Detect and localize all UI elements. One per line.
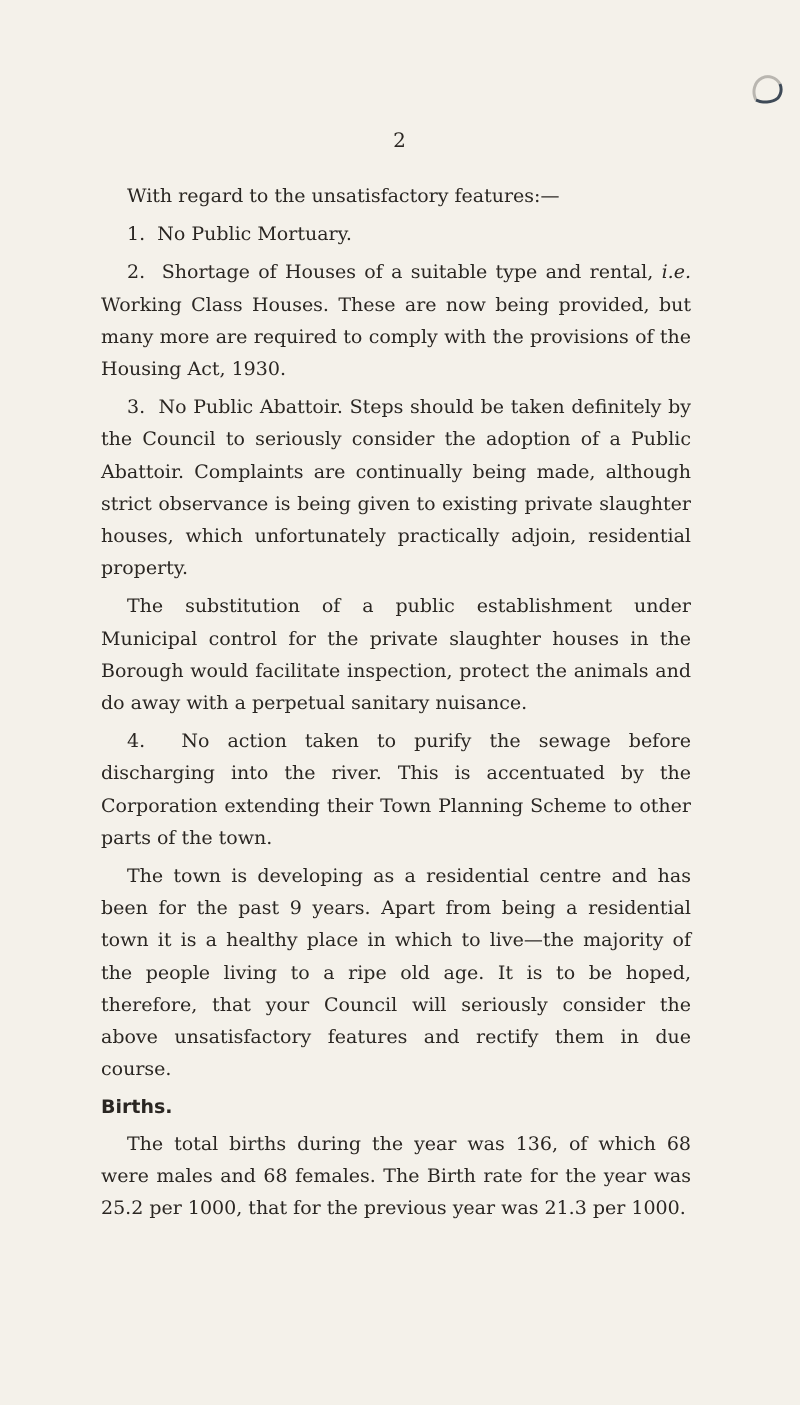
list-item-number: 4. [127, 730, 146, 753]
list-item-1 [101, 218, 691, 250]
list-item-3 [101, 391, 691, 584]
document-body [101, 180, 691, 1230]
list-item-number: 1. [127, 223, 146, 246]
list-item-number: 2. [127, 261, 146, 284]
town-paragraph: The town is developing as a residential centre and has been for the past 9 years. Apart from being a residential town it is a healthy place in which to live—the majority of the people living to a ripe old age. It is to be hoped, therefore, that your Council will seriously consider the above unsatisfactory features and rectify them in due course. [101, 865, 691, 1081]
list-item-number: 3. [127, 396, 146, 419]
list-item-4 [101, 725, 691, 854]
abattoir-paragraph: The substitution of a public establishment under Municipal control for the private slaughter houses in the Borough would facilitate inspection, protect the animals and do away with a perpetual sanitary nuisance. [101, 595, 691, 715]
list-item-text: No Public Abattoir. Steps should be taken definitely by the Council to seriously consider the adoption of a Public Abattoir. Complaints are continually being made, although strict observance is being given to existing private slaughter houses, which unfortunately practically adjoin, residential property. [101, 396, 691, 580]
list-item-text: Shortage of Houses of a suitable type and rental, [161, 261, 654, 284]
list-item-text: No Public Mortuary. [157, 223, 352, 246]
births-paragraph: The total births during the year was 136, of which 68 were males and 68 females. The Birth rate for the year was 25.2 per 1000, that for the previous year was 21.3 per 1000. [101, 1132, 691, 1220]
births-heading: Births. [101, 1096, 173, 1119]
abbreviation-ie: i.e. [661, 261, 691, 284]
list-item-2 [101, 256, 691, 385]
list-item-text-continued: Working Class Houses. These are now being provided, but many more are required to comply with the provisions of the Housing Act, 1930. [101, 293, 691, 381]
page-number: 2 [393, 128, 407, 152]
binding-hole-mark [750, 72, 784, 106]
intro-line: With regard to the unsatisfactory features:— [127, 185, 560, 207]
list-item-text: No action taken to purify the sewage before discharging into the river. This is accentuated by the Corporation extending their Town Planning Scheme to other parts of the town. [101, 730, 691, 849]
